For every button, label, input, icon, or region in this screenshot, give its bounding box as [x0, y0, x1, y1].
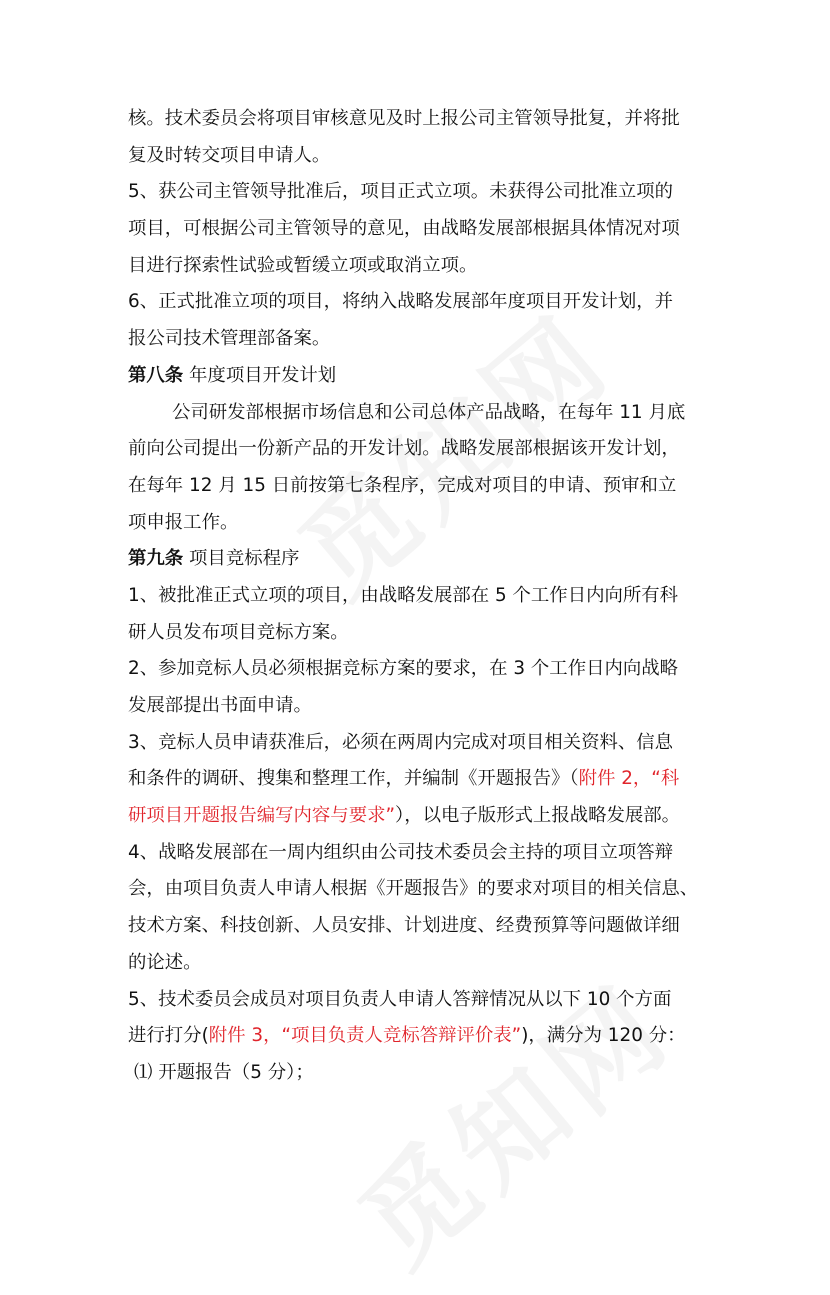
text-segment: 复及时转交项目申请人。	[128, 144, 331, 166]
text-segment: 目进行探索性试验或暂缓立项或取消立项。	[128, 254, 478, 276]
text-line	[128, 835, 713, 872]
text-segment: 和条件的调研、搜集和整理工作，并编制《开题报告》（	[128, 768, 579, 790]
document-body	[128, 101, 713, 1092]
attachment-reference: 附件 2，“科	[578, 768, 680, 790]
text-line	[128, 615, 713, 652]
text-segment: 报公司技术管理部备案。	[128, 328, 331, 350]
text-line	[128, 211, 713, 248]
text-segment: 技术方案、科技创新、人员安排、计划进度、经费预算等问题做详细	[128, 915, 680, 937]
text-line	[128, 578, 713, 615]
text-segment: ），以电子版形式上报战略发展部。	[395, 805, 681, 827]
text-segment: 进行打分(	[128, 1025, 209, 1047]
text-line	[128, 761, 713, 798]
text-segment: 公司研发部根据市场信息和公司总体产品战略，在每年 11 月底	[172, 401, 686, 423]
text-line	[128, 651, 713, 688]
text-line	[128, 321, 713, 358]
text-line	[128, 138, 713, 175]
attachment-reference: 研项目开题报告编写内容与要求”	[128, 805, 395, 827]
text-segment: 研人员发布项目竞标方案。	[128, 621, 349, 643]
article-number: 第八条	[128, 364, 184, 386]
text-line	[128, 431, 713, 468]
text-line	[128, 395, 713, 432]
text-segment: 1、被批准正式立项的项目，由战略发展部在 5 个工作日内向所有科	[128, 584, 679, 606]
text-line	[128, 908, 713, 945]
text-line	[128, 248, 713, 285]
article-number: 第九条	[128, 548, 184, 570]
text-segment: 在每年 12 月 15 日前按第七条程序，完成对项目的申请、预审和立	[128, 474, 677, 496]
text-line	[128, 358, 713, 395]
text-line	[128, 541, 713, 578]
text-segment: 6、正式批准立项的项目，将纳入战略发展部年度项目开发计划，并	[128, 291, 674, 313]
text-line	[128, 725, 713, 762]
text-line	[128, 982, 713, 1019]
text-line	[128, 505, 713, 542]
text-line	[128, 1055, 713, 1092]
attachment-reference: 附件 3，“项目负责人竞标答辩评价表”	[208, 1025, 522, 1047]
text-line	[128, 174, 713, 211]
text-line	[128, 688, 713, 725]
text-segment: 年度项目开发计划	[183, 364, 337, 386]
text-segment: 3、竞标人员申请获准后，必须在两周内完成对项目相关资料、信息	[128, 731, 674, 753]
text-segment: 项目竞标程序	[183, 548, 300, 570]
text-segment: 的论述。	[128, 951, 202, 973]
text-segment: 前向公司提出一份新产品的开发计划。战略发展部根据该开发计划，	[128, 438, 680, 460]
text-segment: )，满分为 120 分：	[521, 1025, 686, 1047]
text-line	[128, 798, 713, 835]
text-segment: 发展部提出书面申请。	[128, 695, 312, 716]
text-segment: 4、战略发展部在一周内组织由公司技术委员会主持的项目立项答辩	[128, 841, 674, 863]
text-line	[128, 284, 713, 321]
text-segment: 2、参加竞标人员必须根据竞标方案的要求，在 3 个工作日内向战略	[128, 658, 679, 680]
text-segment: 会，由项目负责人申请人根据《开题报告》的要求对项目的相关信息、	[128, 878, 699, 900]
text-line	[128, 1018, 713, 1055]
text-segment: 核。技术委员会将项目审核意见及时上报公司主管领导批复，并将批	[128, 108, 680, 129]
text-segment: 5、技术委员会成员对项目负责人申请人答辩情况从以下 10 个方面	[128, 988, 672, 1010]
text-line	[128, 101, 713, 138]
text-line	[128, 945, 713, 982]
text-line	[128, 871, 713, 908]
text-segment: 项申报工作。	[128, 511, 239, 533]
text-segment: ⑴ 开题报告（5 分）；	[134, 1061, 314, 1083]
text-line	[128, 468, 713, 505]
text-segment: 项目，可根据公司主管领导的意见，由战略发展部根据具体情况对项	[128, 218, 680, 240]
text-segment: 5、获公司主管领导批准后，项目正式立项。未获得公司批准立项的	[128, 181, 674, 203]
